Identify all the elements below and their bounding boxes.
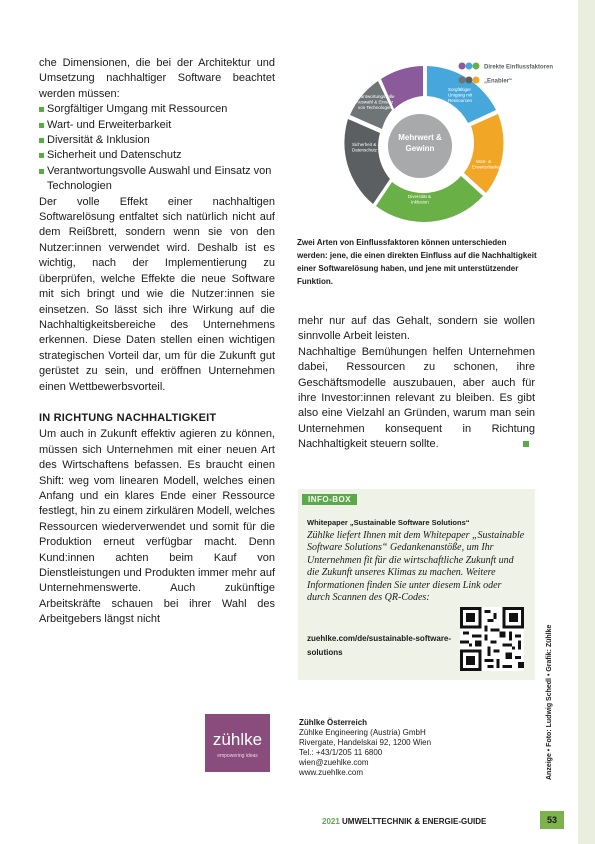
list-item: Verantwortungsvolle Auswahl und Einsatz von Technologien: [39, 164, 275, 195]
contact-phone: Tel.: +43/1/205 11 6800: [299, 748, 383, 757]
info-box: [298, 489, 535, 680]
info-box-tag: INFO-BOX: [302, 494, 357, 505]
legend-dot: [473, 63, 480, 70]
body-paragraph: Der volle Effekt einer nachhaltigen Softwarelösung entfaltet sich natürlich nicht auf dem Reißbrett, sondern wenn sie von den Nutzer:innen verwendet wird. Deshalb ist es wichtig, nach der Implementierung zu überprüfen, welche Effekte die neue Software mit sich bringt und wie die Nutzer:innen sie einsetzen. So lässt sich ihre Wirkung auf die Nachhaltigkeitsbereiche des Unternehmens erkennen. Diese Daten stellen einen wichtigen strategischen Vorteil dar, um für die Zukunft gut gerüstet zu sein, und eröffnen Unternehmen einen Wettbewerbsvorteil.: [39, 195, 275, 393]
segment-label: Sorgfältiger Umgang mit Ressourcen: [448, 87, 473, 103]
segment-label: Diversität & Inklusion: [408, 194, 432, 205]
contact-name: Zühlke Österreich: [299, 718, 368, 727]
ring-segment: [464, 114, 503, 193]
hub-label: Mehrwert &: [398, 133, 442, 142]
diagram-graphic: [290, 58, 572, 232]
segment-label: Sicherheit & Datenschutz: [352, 142, 378, 153]
list-item: Sorgfältiger Umgang mit Ressourcen: [39, 102, 275, 117]
intro-paragraph: che Dimensionen, die bei der Architektur und Umsetzung nachhaltiger Software beachtet werden müssen:: [39, 57, 275, 100]
body-paragraph: Um auch in Zukunft effektiv agieren zu können, müssen sich Unternehmen mit einer neuen Art des Wirtschaftens befassen. Es braucht einen Shift: weg vom linearen Modell, welches einen Anfang und ein klares Ende einer Ressource festlegt, hin zu einem zirkulären Modell, welches Ressourcen wiederverwendet und somit für die Produktion erneut verfügbar macht. Denn Kund:innen achten beim Kauf von Dienstleistungen und Produkten immer mehr auf Unternehmenswerte. Auch zukünftige Arbeitskräfte schauen bei ihrer Wahl des Arbeitgebers längst nicht: [39, 428, 276, 626]
hub-label: Gewinn: [405, 144, 435, 153]
svg-text:Gewinn: [406, 144, 435, 153]
legend-label: „Enabler“: [484, 78, 513, 85]
ring-segment: [344, 119, 390, 204]
right-column: [298, 314, 535, 453]
segment-label: Wart- & Erweiterbarkeit: [472, 159, 503, 170]
list-item: Wart- und Erweiterbarkeit: [39, 118, 275, 133]
page-footer: [322, 817, 486, 826]
end-of-article-marker: [523, 441, 529, 447]
sustainability-diagram: [290, 58, 572, 232]
legend-dot: [466, 77, 473, 84]
legend-dot: [473, 77, 480, 84]
page-number: 53: [540, 811, 564, 829]
contact-address: Rivergate, Handelskai 92, 1200 Wien: [299, 738, 432, 747]
list-item: Diversität & Inklusion: [39, 133, 275, 148]
footer-year: 2021: [322, 817, 340, 826]
figure-caption: Zwei Arten von Einflussfaktoren können unterschieden werden: jene, die einen direkten Einfluss auf die Nachhaltigkeit einer Softwarelösung haben, und jene mit unterstützender Funktion.: [297, 238, 537, 286]
legend-dot: [459, 77, 466, 84]
dimension-list: [39, 102, 275, 194]
whitepaper-link[interactable]: zuehlke.com/de/sustainable-software-solutions: [307, 634, 452, 657]
legend-label: Direkte Einflussfaktoren: [484, 64, 554, 71]
side-margin-bar: [578, 0, 595, 844]
legend-dot: [459, 63, 466, 70]
photo-credit: Anzeige • Foto: Ludwig Schedl • Grafik: Zühlke: [546, 624, 553, 780]
footer-guide-title: UMWELTTECHNIK & ENERGIE-GUIDE: [342, 817, 487, 826]
list-item: Sicherheit und Datenschutz: [39, 148, 275, 163]
svg-text:Mehrwert &: [398, 133, 442, 142]
contact-block: [299, 718, 529, 778]
section-heading: IN RICHTUNG NACHHALTIGKEIT: [39, 411, 217, 424]
body-paragraph: mehr nur auf das Gehalt, sondern sie wollen sinnvolle Arbeit leisten.: [298, 315, 535, 343]
zuehlke-logo: [205, 714, 270, 772]
segment-label: Verantwortungsvolle Auswahl & Einsatz von Technologien: [354, 94, 395, 110]
left-column: [39, 56, 275, 628]
qr-code-icon[interactable]: [460, 607, 524, 671]
logo-wordmark: zühlke: [212, 730, 263, 749]
contact-company: Zühlke Engineering (Austria) GmbH: [299, 728, 426, 737]
info-box-title: Whitepaper „Sustainable Software Solutions“: [307, 518, 470, 527]
body-text: Nachhaltige Bemühungen helfen Unternehmen dabei, Ressourcen zu schonen, ihre Geschäftsmodelle auszubauen, aber auch für ihre Investor:innen relevant zu bleiben. Es gibt also eine Vielzahl an Gründen, warum man sein Unternehmen konsequent in Richtung Nachhaltigkeit steuern sollte.: [298, 345, 535, 451]
legend-dot: [466, 63, 473, 70]
contact-website[interactable]: www.zuehlke.com: [299, 768, 364, 777]
info-box-body: Zühlke liefert Ihnen mit dem Whitepaper „Sustainable Software Solutions“ Gedankenanstöße, um Ihr Unternehmen fit für die wirtschaftliche Zukunft und die Zukunft unseres Klimas zu machen. Weitere Informationen finden Sie unter diesem Link oder durch Scannen des QR-Codes:: [307, 530, 525, 604]
contact-email[interactable]: wien@zuehlke.com: [299, 758, 369, 767]
body-paragraph: [298, 345, 535, 453]
logo-tagline: empowering ideas: [217, 753, 258, 759]
